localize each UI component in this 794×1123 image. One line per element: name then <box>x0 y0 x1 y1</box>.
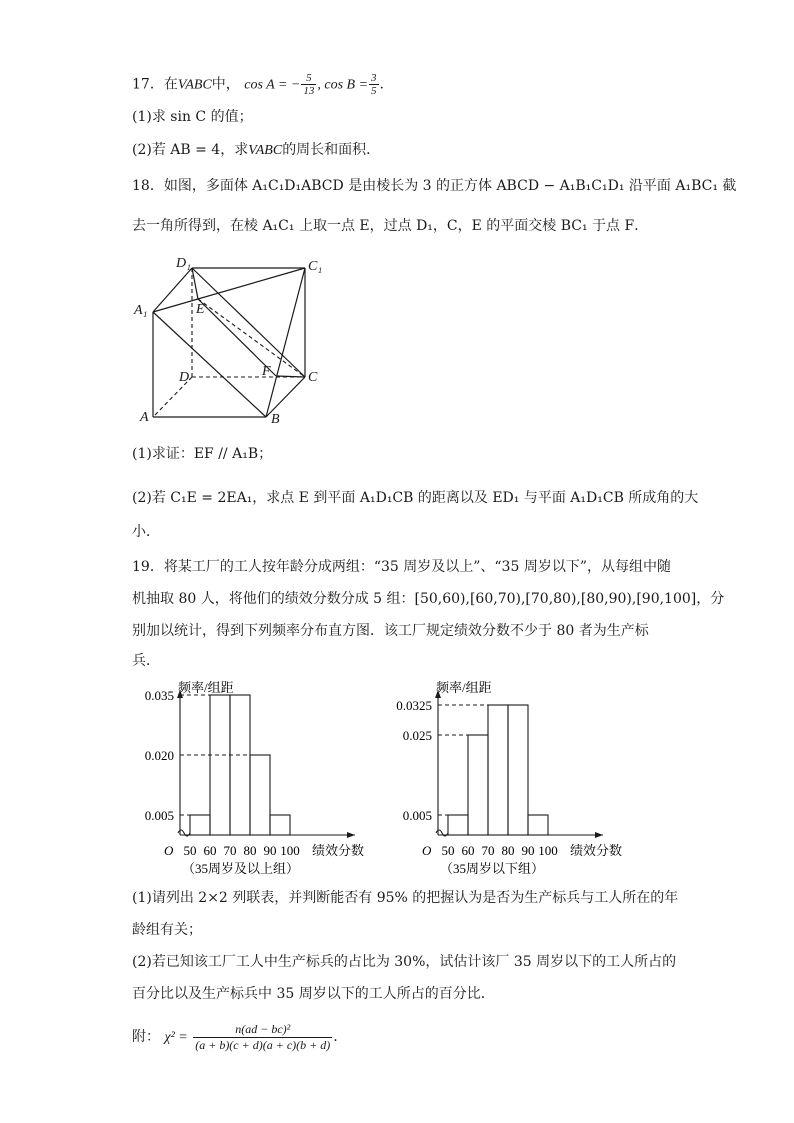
histogram-bar-1 <box>448 815 468 835</box>
x-tick-label: 100 <box>538 843 558 858</box>
x-tick-label: 90 <box>521 843 535 858</box>
x-tick-label: 60 <box>461 843 475 858</box>
q18-line2: 去一角所得到，在棱 A₁C₁ 上取一点 E，过点 D₁，C，E 的平面交棱 BC₁ 于点 F． <box>132 218 649 234</box>
histogram-bar-5 <box>270 815 290 835</box>
chi-square-numerator: n(ad − bc)² <box>193 1022 332 1038</box>
q17-cosB-num: 3 <box>371 72 377 84</box>
q18-polyhedron-figure <box>130 250 340 435</box>
q18-part2-line1: (2)若 C₁E = 2EA₁，求点 E 到平面 A₁D₁CB 的距离以及 ED₁ 与平面 A₁D₁CB 所成角的大 <box>132 490 699 506</box>
q17-cosA-num: 5 <box>301 72 316 85</box>
x-axis-label: 绩效分数 <box>570 843 623 858</box>
q19-line3: 别加以统计，得到下列频率分布直方图．该工厂规定绩效分数不少于 80 者为生产标 <box>132 623 649 639</box>
q17-stem-text: 17．在 <box>132 76 178 93</box>
q17-part1: (1)求 sin C 的值； <box>132 109 253 125</box>
x-tick-label: 60 <box>203 843 217 858</box>
x-tick-label: 50 <box>183 843 197 858</box>
label-C1: C₁ <box>308 259 323 274</box>
x-axis-arrow <box>595 832 603 838</box>
x-axis-arrow <box>347 832 355 838</box>
q19-line4: 兵． <box>132 653 160 669</box>
histogram-35-and-above <box>130 675 380 885</box>
x-tick-label: 80 <box>501 843 515 858</box>
hidden-segment-E-C <box>198 299 305 377</box>
label-F: F <box>262 364 271 379</box>
q17-cosB-den: 5 <box>371 85 377 97</box>
q19-line2: 机抽取 80 人，将他们的绩效分数分成 5 组：[50,60),[60,70),[70,80),[80,90),[90,100]，分 <box>132 591 725 607</box>
x-tick-label: 100 <box>280 843 300 858</box>
q17-cosA-lhs: cos A = − <box>244 77 301 93</box>
q17-cosA-den: 13 <box>303 85 315 97</box>
histogram-bar-1 <box>190 815 210 835</box>
appendix-label: 附： <box>132 1029 160 1045</box>
x-axis-label: 绩效分数 <box>312 843 365 858</box>
histogram-bar-5 <box>528 815 548 835</box>
q19-line1: 19．将某工厂的工人按年龄分成两组：“35 周岁及以上”、“35 周岁以下”，从每组中随 <box>132 559 671 575</box>
edge-A1-B <box>153 312 266 417</box>
y-tick-label: 0.020 <box>144 748 174 763</box>
q18-part2-line2: 小． <box>132 524 160 540</box>
edge-C1-B <box>266 268 305 417</box>
y-axis-label: 频率/组距 <box>436 680 492 695</box>
q19-part2-line1: (2)若已知该工厂工人中生产标兵的占比为 30%，试估计该厂 35 周岁以下的工人所占的 <box>132 954 677 970</box>
label-D1: D₁ <box>176 256 191 271</box>
chi-square-denominator: (a + b)(c + d)(a + c)(b + d) <box>195 1037 331 1052</box>
histogram-bar-3 <box>230 695 250 835</box>
origin-label: O <box>164 843 174 858</box>
y-tick-label: 0.025 <box>402 728 432 743</box>
q19-appendix <box>132 1020 338 1055</box>
q17-cosB-lhs: , cos B = <box>317 77 369 93</box>
q17-part2 <box>132 140 380 161</box>
histogram-caption: （35周岁以下组） <box>440 861 545 876</box>
x-tick-label: 70 <box>223 843 237 858</box>
histogram-under-35 <box>368 675 638 885</box>
x-tick-label: 80 <box>243 843 257 858</box>
edge-A1-C1 <box>153 268 305 312</box>
histogram-bar-4 <box>250 755 270 835</box>
x-tick-label: 90 <box>263 843 277 858</box>
q17-end: . <box>379 76 384 93</box>
q17-stem-text-b: 中， <box>211 76 240 93</box>
appendix-end: . <box>333 1029 338 1045</box>
q17-triangle: VABC <box>177 77 212 93</box>
q17-part2-triangle: VABC <box>248 143 283 158</box>
origin-label: O <box>422 843 432 858</box>
q19-part2-line2: 百分比以及生产标兵中 35 周岁以下的工人所占的百分比． <box>132 986 495 1002</box>
q18-line1: 18．如图，多面体 A₁C₁D₁ABCD 是由棱长为 3 的正方体 ABCD − A₁B₁C₁D₁ 沿平面 A₁BC₁ 截 <box>132 178 737 194</box>
label-C: C <box>308 370 318 385</box>
histogram-bar-2 <box>468 735 488 835</box>
q17-cosB-fraction <box>369 72 379 97</box>
label-E: E <box>196 302 205 317</box>
label-A: A <box>140 410 149 425</box>
q17-stem <box>132 72 384 97</box>
histogram-bar-4 <box>508 705 528 835</box>
x-tick-label: 50 <box>441 843 455 858</box>
label-A1: A₁ <box>134 303 148 318</box>
label-B: B <box>271 412 280 427</box>
y-axis-label: 频率/组距 <box>178 680 234 695</box>
q17-cosA-fraction <box>301 72 316 97</box>
q19-part1-line2: 龄组有关； <box>132 922 202 938</box>
q18-part1: (1)求证：EF // A₁B； <box>132 446 273 462</box>
y-tick-label: 0.035 <box>144 688 174 703</box>
y-tick-label: 0.005 <box>144 808 174 823</box>
histogram-bar-2 <box>210 695 230 835</box>
chi-square-lhs: χ² = <box>164 1030 188 1045</box>
chi-square-fraction <box>193 1022 332 1053</box>
y-tick-label: 0.005 <box>402 808 432 823</box>
label-D: D <box>179 370 190 385</box>
histogram-bar-3 <box>488 705 508 835</box>
y-tick-label: 0.0325 <box>396 698 432 713</box>
q19-part1-line1: (1)请列出 2×2 列联表，并判断能否有 95% 的把握认为是否为生产标兵与工人所在的年 <box>132 890 679 906</box>
x-tick-label: 70 <box>481 843 495 858</box>
q17-part2-text-a: (2)若 AB = 4，求 <box>132 142 249 158</box>
histogram-caption: （35周岁及以上组） <box>182 861 300 876</box>
edge-A1-D1 <box>153 268 192 312</box>
q17-part2-text-b: 的周长和面积． <box>282 142 381 158</box>
